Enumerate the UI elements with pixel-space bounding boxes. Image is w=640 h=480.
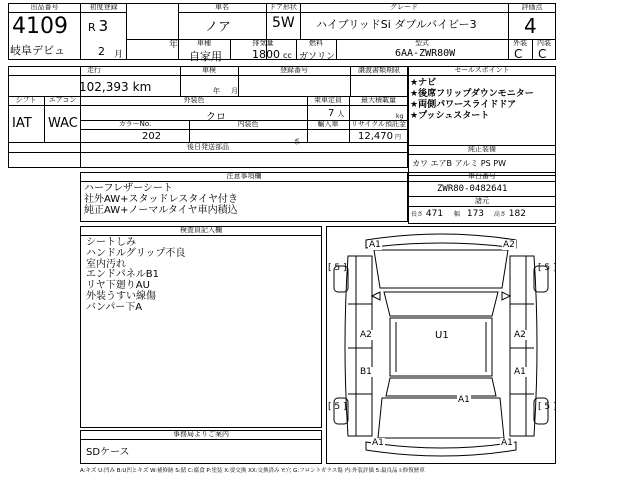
era <box>88 17 108 35</box>
first-reg-label: 初度登録 <box>81 3 126 13</box>
equip-value: カワ エアB アルミ PS PW <box>412 159 506 168</box>
length-value: 471 <box>425 209 444 219</box>
chassis-label: 車台番号 <box>408 172 556 182</box>
inspection-line: エンドパネルB1 <box>86 269 160 281</box>
inspection-line: ハンドルグリップ不良 <box>86 247 186 259</box>
inspection-line: シートしみ <box>86 237 136 248</box>
grade-value: ハイブリッドSi ダブルバイビー3 <box>316 18 477 31</box>
load-label: 最大積載量 <box>349 96 408 106</box>
damage-mark: U1 <box>435 330 449 341</box>
capacity-unit: 人 <box>337 110 345 118</box>
damage-mark: A1 <box>458 395 470 405</box>
sales-point-item: ★ナビ <box>410 78 437 88</box>
sales-point-item: ★後席フリップダウンモニター <box>410 89 534 99</box>
lot-label: 出品番号 <box>8 3 81 13</box>
damage-mark: A1 <box>501 438 513 448</box>
load-unit: kg <box>396 113 404 120</box>
width-label: 幅 <box>453 211 460 218</box>
displacement-unit: cc <box>283 51 292 60</box>
sales-point-item: ★プッシュスタート <box>410 111 490 121</box>
ac-value: WAC <box>48 116 78 131</box>
tire-tread-front-left: [ 5 ] <box>328 263 347 273</box>
score-label: 評価点 <box>508 3 556 13</box>
chassis-number: ZWR80-0482641 <box>437 184 508 194</box>
inspection-list <box>86 238 185 314</box>
era-year: 3 <box>98 17 109 35</box>
tire-tread-rear-left: [ 5 ] <box>328 402 347 412</box>
category-value: 自家用 <box>189 50 222 63</box>
reg-label: 登録番号 <box>238 66 350 76</box>
import-label: 輸入車 <box>307 120 349 130</box>
shift-value: IAT <box>12 116 32 131</box>
inspect-year: 年 <box>213 87 220 95</box>
sales-point-item: ★両側パワースライドドア <box>410 100 517 110</box>
inspect-month: 月 <box>231 87 238 95</box>
era-letter: R <box>88 21 96 34</box>
note-line: 純正AW+ノーマルタイヤ車内積込 <box>84 204 238 216</box>
capacity-value <box>328 108 344 119</box>
damage-mark: A2 <box>514 330 526 340</box>
displacement-label: 排気量 <box>252 39 274 47</box>
height-value: 182 <box>508 209 526 219</box>
note-line: ハーフレザーシート <box>84 183 173 194</box>
notes-label: 注意事項欄 <box>80 172 408 182</box>
tire-tread-rear-right: [ 5 ] <box>538 402 557 412</box>
fuel-label: 燃料 <box>309 39 323 47</box>
fuel-value: ガソリン <box>299 52 336 62</box>
damage-mark: B1 <box>360 367 372 377</box>
notes-list <box>84 184 238 216</box>
model-label: 車名 <box>178 3 266 13</box>
exterior-label: 外装 <box>513 39 527 47</box>
sales-point-list <box>410 78 534 122</box>
interior-label: 内装 <box>537 39 551 47</box>
height-label: 高さ <box>493 211 506 218</box>
damage-mark: A2 <box>503 240 515 250</box>
inspection-line: バンパー下A <box>86 301 143 313</box>
transfer-label: 譲渡書類期限 <box>350 66 408 76</box>
category-label: 車種 <box>197 39 211 47</box>
sales-point-label: セールスポイント <box>408 66 556 76</box>
width-value: 173 <box>466 209 485 219</box>
color-no-label: カラーNo. <box>81 120 189 130</box>
damage-mark: A2 <box>360 330 372 340</box>
legend-text: A:キズ U:凹み B:U凹とキズ W:補修跡 S:錆 C:腐食 P:塗装 X:要交換 XX:交換済み Y:穴 G:フロントガラス傷 内:外装評価 5:最良品 I:修復歴車 <box>80 468 425 474</box>
exterior-grade: C <box>514 47 523 61</box>
interior-grade: C <box>538 47 547 61</box>
color-label: 外装色 <box>81 96 307 106</box>
month-unit: 月 <box>114 50 124 60</box>
lot-number: 4109 <box>12 14 68 39</box>
displacement-number: 1800 <box>252 48 280 61</box>
door-type: 5W <box>272 15 295 31</box>
mileage-value <box>79 80 151 94</box>
int-color-label: 内装色 <box>189 120 307 130</box>
mileage-number: 102,393 <box>79 80 129 94</box>
debut-label: 岐阜デビュ <box>10 44 65 57</box>
color-value: クロ <box>206 112 226 123</box>
inspection-line: 外装うすい線傷 <box>86 290 156 302</box>
year-unit: 年 <box>169 40 179 50</box>
post-parts-label: 後日発送部品 <box>8 143 408 153</box>
inspection-line: リヤ下廻りAU <box>86 280 150 292</box>
damage-mark: A1 <box>372 438 384 448</box>
month-num: 2 <box>98 45 105 58</box>
intcol-unit: 系 <box>294 139 301 146</box>
model-name: ノア <box>205 20 232 35</box>
damage-mark: A1 <box>514 367 526 377</box>
recycle-unit: 円 <box>395 134 402 141</box>
office-label: 事務局よりご案内 <box>80 430 322 440</box>
note-line: 社外AW+スタッドレスタイヤ付き <box>84 193 239 205</box>
size-row <box>411 209 526 219</box>
score-value: 4 <box>524 14 537 38</box>
door-label: ドア形状 <box>266 3 300 13</box>
capacity-number: 7 <box>328 108 335 119</box>
length-label: 長さ <box>411 211 424 218</box>
recycle-value <box>358 131 401 142</box>
type-label: 型式 <box>415 39 429 47</box>
grade-label: グレード <box>300 3 508 13</box>
model-code: 6AA-ZWR80W <box>395 48 456 59</box>
ac-label: エアコン <box>44 96 81 106</box>
recycle-label: リサイクル預託金 <box>350 120 407 128</box>
recycle-number: 12,470 <box>358 131 393 142</box>
inspect-label: 車検 <box>180 66 238 76</box>
damage-mark: A1 <box>369 240 381 250</box>
mileage-unit: km <box>132 80 152 94</box>
inspection-line: 室内汚れ <box>86 258 126 270</box>
shift-label: シフト <box>8 96 44 106</box>
mileage-label: 走行 <box>8 66 180 76</box>
tire-tread-front-right: [ 5 ] <box>538 263 557 273</box>
office-text: SDケース <box>86 447 130 458</box>
displacement-value <box>252 48 292 61</box>
size-label: 諸元 <box>408 196 556 207</box>
equip-label: 純正装備 <box>408 145 556 155</box>
inspection-label: 検査員記入欄 <box>80 226 322 236</box>
car-diagram-icon <box>326 226 556 464</box>
capacity-label: 乗車定員 <box>307 96 349 106</box>
color-no-value: 202 <box>142 131 162 142</box>
